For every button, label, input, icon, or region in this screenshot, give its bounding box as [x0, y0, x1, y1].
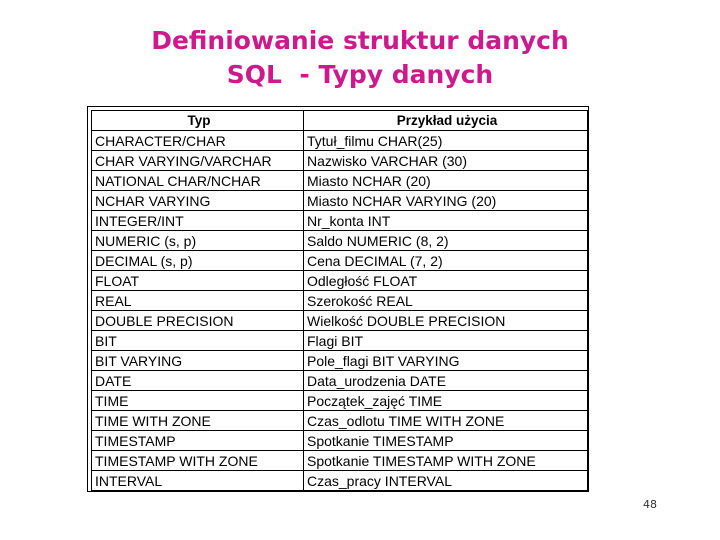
usage-example-cell: Spotkanie TIMESTAMP WITH ZONE	[304, 451, 588, 471]
table-row	[92, 171, 588, 191]
usage-example-cell: Pole_flagi BIT VARYING	[304, 351, 588, 371]
header-usage-example: Przykład użycia	[304, 111, 588, 131]
usage-example-cell: Tytuł_filmu CHAR(25)	[304, 131, 588, 151]
usage-example-cell: Miasto NCHAR (20)	[304, 171, 588, 191]
type-cell: TIMESTAMP	[92, 431, 304, 451]
table-row	[92, 431, 588, 451]
slide-title-line-2: SQL - Typy danych	[226, 60, 494, 89]
type-cell: TIMESTAMP WITH ZONE	[92, 451, 304, 471]
table-row	[92, 211, 588, 231]
usage-example-cell: Spotkanie TIMESTAMP	[304, 431, 588, 451]
type-cell: NATIONAL CHAR/NCHAR	[92, 171, 304, 191]
usage-example-cell: Flagi BIT	[304, 331, 588, 351]
type-cell: NUMERIC (s, p)	[92, 231, 304, 251]
slide-title-line-1: Definiowanie struktur danych	[151, 26, 569, 55]
usage-example-cell: Nazwisko VARCHAR (30)	[304, 151, 588, 171]
table-row	[92, 191, 588, 211]
table-body	[92, 131, 588, 491]
table-row	[92, 291, 588, 311]
type-cell: CHAR VARYING/VARCHAR	[92, 151, 304, 171]
usage-example-cell: Data_urodzenia DATE	[304, 371, 588, 391]
table-row	[92, 251, 588, 271]
table-row	[92, 311, 588, 331]
table-row	[92, 151, 588, 171]
type-cell: REAL	[92, 291, 304, 311]
usage-example-cell: Nr_konta INT	[304, 211, 588, 231]
table-row	[92, 471, 588, 491]
type-cell: INTERVAL	[92, 471, 304, 491]
header-type: Typ	[92, 111, 304, 131]
usage-example-cell: Szerokość REAL	[304, 291, 588, 311]
table-row	[92, 271, 588, 291]
usage-example-cell: Saldo NUMERIC (8, 2)	[304, 231, 588, 251]
type-cell: BIT VARYING	[92, 351, 304, 371]
type-cell: INTEGER/INT	[92, 211, 304, 231]
type-cell: DECIMAL (s, p)	[92, 251, 304, 271]
table-row	[92, 351, 588, 371]
table-row	[92, 231, 588, 251]
table-row	[92, 391, 588, 411]
data-types-table-frame	[87, 106, 589, 492]
usage-example-cell: Czas_odlotu TIME WITH ZONE	[304, 411, 588, 431]
type-cell: NCHAR VARYING	[92, 191, 304, 211]
table-row	[92, 411, 588, 431]
type-cell: BIT	[92, 331, 304, 351]
table-row	[92, 131, 588, 151]
type-cell: TIME WITH ZONE	[92, 411, 304, 431]
usage-example-cell: Odległość FLOAT	[304, 271, 588, 291]
table-header-row	[92, 111, 588, 131]
type-cell: TIME	[92, 391, 304, 411]
usage-example-cell: Miasto NCHAR VARYING (20)	[304, 191, 588, 211]
type-cell: CHARACTER/CHAR	[92, 131, 304, 151]
usage-example-cell: Wielkość DOUBLE PRECISION	[304, 311, 588, 331]
table-row	[92, 451, 588, 471]
table-row	[92, 371, 588, 391]
data-types-table	[91, 110, 588, 491]
table-row	[92, 331, 588, 351]
type-cell: FLOAT	[92, 271, 304, 291]
usage-example-cell: Czas_pracy INTERVAL	[304, 471, 588, 491]
usage-example-cell: Cena DECIMAL (7, 2)	[304, 251, 588, 271]
type-cell: DATE	[92, 371, 304, 391]
usage-example-cell: Początek_zajęć TIME	[304, 391, 588, 411]
type-cell: DOUBLE PRECISION	[92, 311, 304, 331]
page-number: 48	[643, 498, 657, 511]
slide-title	[0, 24, 720, 92]
